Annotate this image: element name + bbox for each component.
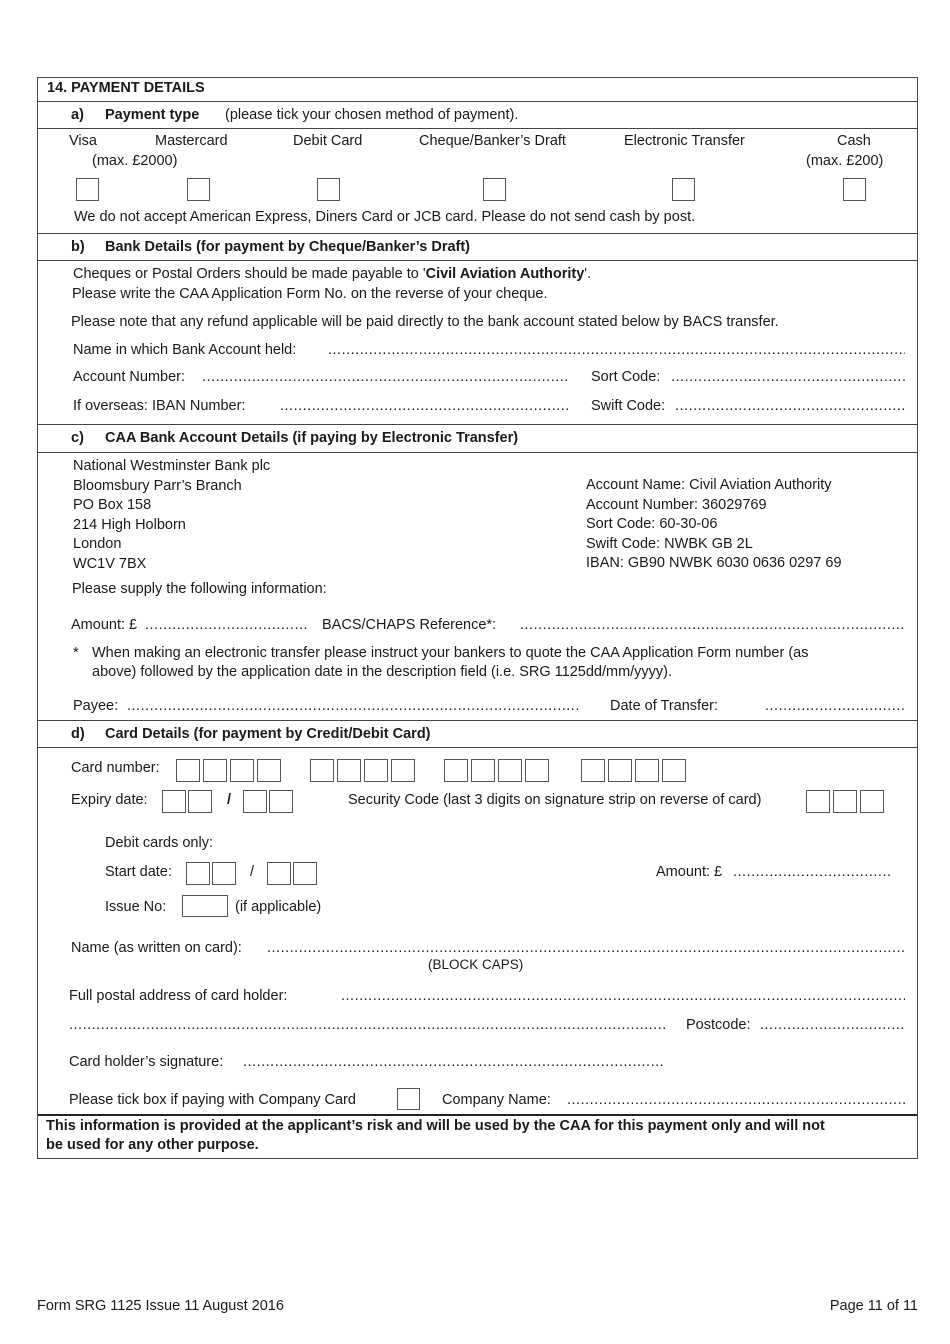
debit-card-checkbox[interactable] (317, 178, 340, 201)
card-number-digit-box[interactable] (310, 759, 334, 782)
swift-code-label: Swift Code: (591, 398, 666, 414)
divider (38, 1114, 917, 1116)
address-line: Bloomsbury Parr’s Branch (73, 477, 242, 494)
issue-no-note: (if applicable) (235, 899, 322, 915)
caa-bank-letter: c) (71, 430, 84, 446)
option-mastercard-label: Mastercard (155, 133, 228, 149)
iban-field[interactable] (280, 398, 570, 414)
card-amount-label: Amount: £ (656, 864, 723, 880)
divider (38, 720, 917, 721)
refund-note: Please note that any refund applicable will be paid directly to the bank account stated below by BACS transfer. (71, 314, 779, 330)
expiry-month-box[interactable] (188, 790, 212, 813)
transfer-amount-label: Amount: £ (71, 617, 138, 633)
account-number-label: Account Number: (73, 369, 186, 385)
card-number-digit-box[interactable] (176, 759, 200, 782)
caa-iban: IBAN: GB90 NWBK 6030 0636 0297 69 (586, 555, 842, 571)
divider (38, 101, 917, 102)
section-title: 14. PAYMENT DETAILS (47, 80, 205, 96)
page-number: Page 11 of 11 (829, 1298, 918, 1314)
visa-checkbox[interactable] (76, 178, 99, 201)
form-identifier: Form SRG 1125 Issue 11 August 2016 (37, 1298, 284, 1314)
start-month-box[interactable] (186, 862, 210, 885)
signature-field[interactable] (243, 1054, 665, 1070)
card-address-field[interactable] (341, 988, 905, 1004)
footnote-star: * (73, 645, 79, 661)
cheque-checkbox[interactable] (483, 178, 506, 201)
card-number-digit-box[interactable] (391, 759, 415, 782)
bank-details-heading: Bank Details (for payment by Cheque/Banker’s Draft) (105, 239, 471, 255)
address-line: National Westminster Bank plc (73, 458, 271, 474)
option-debit-card-label: Debit Card (293, 133, 363, 149)
payment-type-instruction: (please tick your chosen method of payment). (225, 107, 519, 123)
option-cheque-label: Cheque/Banker’s Draft (419, 133, 566, 149)
expiry-month-box[interactable] (162, 790, 186, 813)
disclaimer-line-1: This information is provided at the applicant’s risk and will be used by the CAA for this payment only and will not (46, 1118, 825, 1134)
card-max-note: (max. £2000) (92, 153, 178, 169)
footnote-line-2: above) followed by the application date in the description field (i.e. SRG 1125dd/mm/yyyy). (92, 664, 673, 680)
caa-sort-code: Sort Code: 60-30-06 (586, 516, 718, 532)
address-line: WC1V 7BX (73, 555, 147, 572)
caa-account-info (586, 476, 842, 574)
option-visa-label: Visa (69, 133, 97, 149)
mastercard-checkbox[interactable] (187, 178, 210, 201)
iban-label: If overseas: IBAN Number: (73, 398, 246, 414)
card-name-label: Name (as written on card): (71, 940, 242, 956)
sort-code-field[interactable] (671, 369, 905, 385)
card-number-label: Card number: (71, 760, 160, 776)
account-number-field[interactable] (202, 369, 570, 385)
start-date-label: Start date: (105, 864, 172, 880)
swift-code-field[interactable] (675, 398, 905, 414)
card-number-digit-box[interactable] (525, 759, 549, 782)
start-month-box[interactable] (212, 862, 236, 885)
card-amount-field[interactable] (733, 864, 891, 880)
date-of-transfer-field[interactable] (765, 698, 905, 714)
card-number-digit-box[interactable] (257, 759, 281, 782)
supply-note: Please supply the following information: (72, 581, 327, 597)
card-number-digit-box[interactable] (471, 759, 495, 782)
card-number-digit-box[interactable] (230, 759, 254, 782)
caa-account-name: Account Name: Civil Aviation Authority (586, 477, 832, 493)
expiry-slash: / (227, 792, 232, 808)
payment-type-label: Payment type (105, 107, 200, 123)
start-year-box[interactable] (267, 862, 291, 885)
card-number-digit-box[interactable] (635, 759, 659, 782)
payment-details-form (37, 77, 918, 1159)
card-number-digit-box[interactable] (203, 759, 227, 782)
security-code-box[interactable] (860, 790, 884, 813)
divider (38, 452, 917, 453)
card-name-field[interactable] (267, 940, 905, 956)
option-electronic-transfer-label: Electronic Transfer (624, 133, 745, 149)
disclaimer-line-2: be used for any other purpose. (46, 1137, 259, 1153)
payable-note: Cheques or Postal Orders should be made payable to 'Civil Aviation Authority'. (73, 266, 592, 282)
company-card-label: Please tick box if paying with Company Card (69, 1092, 356, 1108)
issue-no-label: Issue No: (105, 899, 167, 915)
start-date-slash: / (250, 864, 255, 880)
divider (38, 260, 917, 261)
bank-details-letter: b) (71, 239, 85, 255)
card-number-digit-box[interactable] (608, 759, 632, 782)
address-line: 214 High Holborn (73, 516, 186, 533)
bacs-reference-field[interactable] (520, 617, 905, 633)
divider (38, 233, 917, 234)
bank-account-name-field[interactable] (328, 342, 905, 358)
payee-field[interactable] (127, 698, 581, 714)
reverse-note: Please write the CAA Application Form No. on the reverse of your cheque. (72, 286, 548, 302)
card-number-digit-box[interactable] (337, 759, 361, 782)
card-details-heading: Card Details (for payment by Credit/Debit Card) (105, 726, 431, 742)
option-cash-label: Cash (837, 133, 871, 149)
signature-label: Card holder’s signature: (69, 1054, 224, 1070)
bacs-reference-label: BACS/CHAPS Reference*: (322, 617, 497, 633)
card-number-digit-box[interactable] (444, 759, 468, 782)
caa-bank-heading: CAA Bank Account Details (if paying by Electronic Transfer) (105, 430, 519, 446)
divider (38, 424, 917, 425)
payment-type-note: We do not accept American Express, Diners Card or JCB card. Please do not send cash by post. (74, 209, 696, 225)
security-code-box[interactable] (833, 790, 857, 813)
card-address-label: Full postal address of card holder: (69, 988, 288, 1004)
expiry-year-box[interactable] (243, 790, 267, 813)
bank-account-name-label: Name in which Bank Account held: (73, 342, 297, 358)
divider (38, 747, 917, 748)
card-number-digit-box[interactable] (662, 759, 686, 782)
card-number-digit-box[interactable] (498, 759, 522, 782)
card-details-letter: d) (71, 726, 85, 742)
start-year-box[interactable] (293, 862, 317, 885)
expiry-year-box[interactable] (269, 790, 293, 813)
payment-type-letter: a) (71, 107, 84, 123)
card-address-field-line-2[interactable] (69, 1017, 665, 1033)
company-name-label: Company Name: (442, 1092, 551, 1108)
security-code-box[interactable] (806, 790, 830, 813)
company-name-field[interactable] (567, 1092, 905, 1108)
caa-account-number: Account Number: 36029769 (586, 496, 767, 513)
address-line: PO Box 158 (73, 497, 152, 513)
issue-no-box[interactable] (182, 895, 228, 917)
bank-address (73, 457, 270, 574)
date-of-transfer-label: Date of Transfer: (610, 698, 718, 714)
postcode-label: Postcode: (686, 1017, 751, 1033)
security-code-label: Security Code (last 3 digits on signature strip on reverse of card) (348, 792, 762, 808)
postcode-field[interactable] (760, 1017, 905, 1033)
footnote-line-1: When making an electronic transfer please instruct your bankers to quote the CAA Application Form number (as (92, 645, 809, 661)
block-caps-note: (BLOCK CAPS) (428, 957, 524, 972)
electronic-transfer-checkbox[interactable] (672, 178, 695, 201)
transfer-amount-field[interactable] (145, 617, 307, 633)
card-number-digit-box[interactable] (581, 759, 605, 782)
address-line: London (73, 536, 122, 552)
debit-cards-only-label: Debit cards only: (105, 835, 213, 851)
caa-swift-code: Swift Code: NWBK GB 2L (586, 535, 753, 552)
sort-code-label: Sort Code: (591, 369, 661, 385)
cash-max-note: (max. £200) (806, 153, 884, 169)
divider (38, 128, 917, 129)
payee-label: Payee: (73, 698, 119, 714)
card-number-digit-box[interactable] (364, 759, 388, 782)
expiry-date-label: Expiry date: (71, 792, 148, 808)
company-card-checkbox[interactable] (397, 1088, 420, 1110)
cash-checkbox[interactable] (843, 178, 866, 201)
